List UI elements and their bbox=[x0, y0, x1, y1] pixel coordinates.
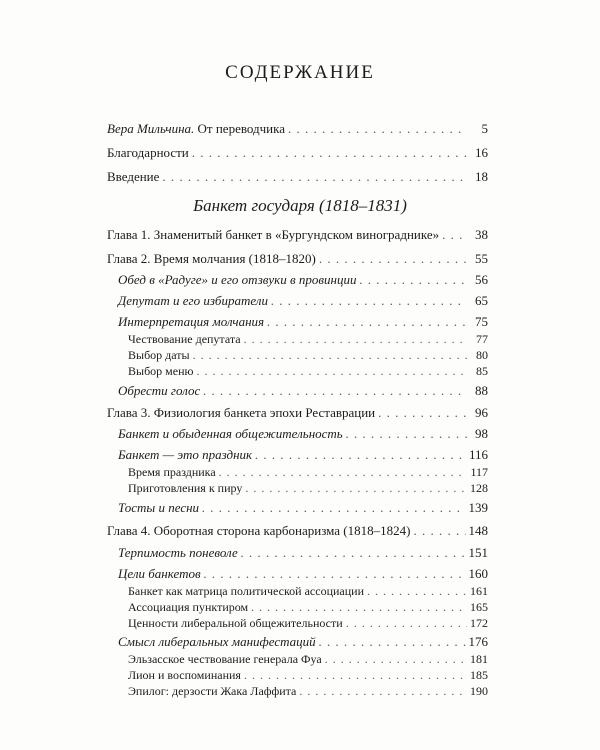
entry-page: 160 bbox=[468, 566, 488, 581]
entry-title: Эпилог: дерзости Жака Лаффита bbox=[128, 684, 297, 698]
toc-entry-chapter-4 bbox=[107, 522, 488, 540]
entry-page: 96 bbox=[475, 405, 488, 420]
entry-title: Смысл либеральных манифестаций bbox=[118, 634, 316, 649]
entry-title: Благодарности bbox=[107, 145, 189, 160]
dot-leader bbox=[267, 313, 467, 331]
entry-author: Вера Мильчина. bbox=[107, 121, 195, 136]
entry-title: Время праздника bbox=[128, 465, 216, 479]
entry-page: 190 bbox=[470, 684, 488, 698]
toc-entry-chapter-1 bbox=[107, 226, 488, 244]
entry-title: Обед в «Радуге» и его отзвуки в провинции bbox=[118, 272, 357, 287]
entry-title: Банкет как матрица политической ассоциации bbox=[128, 584, 365, 598]
entry-page: 65 bbox=[475, 293, 488, 308]
entry-page: 18 bbox=[475, 169, 488, 184]
entry-title: Лион и воспоминания bbox=[128, 668, 241, 682]
dot-leader bbox=[442, 226, 467, 244]
entry-page: 98 bbox=[475, 426, 488, 441]
entry-title: Депутат и его избиратели bbox=[118, 293, 268, 308]
entry-title: Ассоциация пунктиром bbox=[128, 600, 249, 614]
entry-title: Выбор даты bbox=[128, 348, 190, 362]
entry-title: Тосты и песни bbox=[118, 500, 200, 515]
dot-leader bbox=[299, 682, 467, 700]
toc-entry bbox=[118, 499, 488, 517]
entry-page: 172 bbox=[470, 616, 488, 630]
entry-title: Глава 3. Физиология банкета эпохи Реставрации bbox=[107, 405, 376, 420]
part-title: Банкет государя (1818–1831) bbox=[193, 196, 407, 215]
entry-page: 176 bbox=[468, 634, 488, 649]
dot-leader bbox=[319, 250, 467, 268]
entry-page: 80 bbox=[476, 348, 488, 362]
toc-entry bbox=[118, 271, 488, 289]
entry-page: 77 bbox=[476, 332, 488, 346]
toc-entry bbox=[118, 565, 488, 583]
entry-page: 139 bbox=[468, 500, 488, 515]
entry-page: 116 bbox=[468, 447, 488, 462]
entry-title: Банкет — это праздник bbox=[118, 447, 253, 462]
entry-title: Банкет и обыденная общежительность bbox=[118, 426, 343, 441]
entry-page: 88 bbox=[475, 383, 488, 398]
entry-title: Цели банкетов bbox=[118, 566, 201, 581]
entry-page: 185 bbox=[470, 668, 488, 682]
entry-page: 148 bbox=[468, 523, 488, 538]
dot-leader bbox=[203, 382, 467, 400]
entry-page: 161 bbox=[470, 584, 488, 598]
dot-leader bbox=[288, 120, 467, 138]
entry-page: 85 bbox=[476, 364, 488, 378]
entry-title: Терпимость поневоле bbox=[118, 545, 238, 560]
toc-entry bbox=[118, 425, 488, 443]
toc-entry bbox=[118, 292, 488, 310]
entry-page: 128 bbox=[470, 481, 488, 495]
entry-title: Выбор меню bbox=[128, 364, 194, 378]
toc-entry bbox=[128, 614, 488, 632]
entry-title: Эльзасское чествование генерала Фуа bbox=[128, 652, 322, 666]
toc-entry-chapter-2 bbox=[107, 250, 488, 268]
dot-leader bbox=[241, 544, 466, 562]
entry-title: Интерпретация молчания bbox=[118, 314, 265, 329]
toc-entry-acknowledgements bbox=[107, 144, 488, 162]
entry-page: 75 bbox=[475, 314, 488, 329]
toc-entry bbox=[128, 479, 488, 497]
page-title: СОДЕРЖАНИЕ bbox=[225, 62, 375, 83]
entry-page: 16 bbox=[475, 145, 488, 160]
entry-page: 5 bbox=[481, 121, 488, 136]
entry-page: 181 bbox=[470, 652, 488, 666]
entry-title: Введение bbox=[107, 169, 160, 184]
toc-entry bbox=[118, 633, 488, 651]
toc-entry bbox=[128, 682, 488, 700]
dot-leader bbox=[202, 499, 465, 517]
toc-entry bbox=[118, 544, 488, 562]
dot-leader bbox=[192, 144, 467, 162]
dot-leader bbox=[346, 425, 467, 443]
toc-entry-translator bbox=[107, 120, 488, 138]
toc-entry bbox=[118, 446, 488, 464]
entry-title: Глава 2. Время молчания (1818–1820) bbox=[107, 251, 316, 266]
dot-leader bbox=[196, 362, 467, 380]
entry-page: 55 bbox=[475, 251, 488, 266]
toc-entry bbox=[128, 362, 488, 380]
entry-title: Глава 4. Оборотная сторона карбонаризма (1818–1824) bbox=[107, 523, 411, 538]
toc-entry-chapter-3 bbox=[107, 404, 488, 422]
dot-leader bbox=[319, 633, 466, 651]
entry-page: 56 bbox=[475, 272, 488, 287]
dot-leader bbox=[255, 446, 466, 464]
entry-page: 117 bbox=[470, 465, 488, 479]
dot-leader bbox=[162, 168, 467, 186]
entry-title: Ценности либеральной общежительности bbox=[128, 616, 343, 630]
entry-title: От переводчика bbox=[194, 121, 286, 136]
dot-leader bbox=[346, 614, 467, 632]
toc-entry bbox=[118, 313, 488, 331]
entry-page: 38 bbox=[475, 227, 488, 242]
dot-leader bbox=[360, 271, 468, 289]
entry-title: Чествование депутата bbox=[128, 332, 241, 346]
entry-title: Приготовления к пиру bbox=[128, 481, 243, 495]
dot-leader bbox=[245, 479, 467, 497]
entry-page: 165 bbox=[470, 600, 488, 614]
dot-leader bbox=[204, 565, 466, 583]
entry-page: 151 bbox=[468, 545, 488, 560]
entry-title: Обрести голос bbox=[118, 383, 201, 398]
toc-entry bbox=[118, 382, 488, 400]
dot-leader bbox=[378, 404, 467, 422]
entry-title: Глава 1. Знаменитый банкет в «Бургундском винограднике» bbox=[107, 227, 440, 242]
dot-leader bbox=[271, 292, 467, 310]
dot-leader bbox=[413, 522, 465, 540]
toc-entry-introduction bbox=[107, 168, 488, 186]
